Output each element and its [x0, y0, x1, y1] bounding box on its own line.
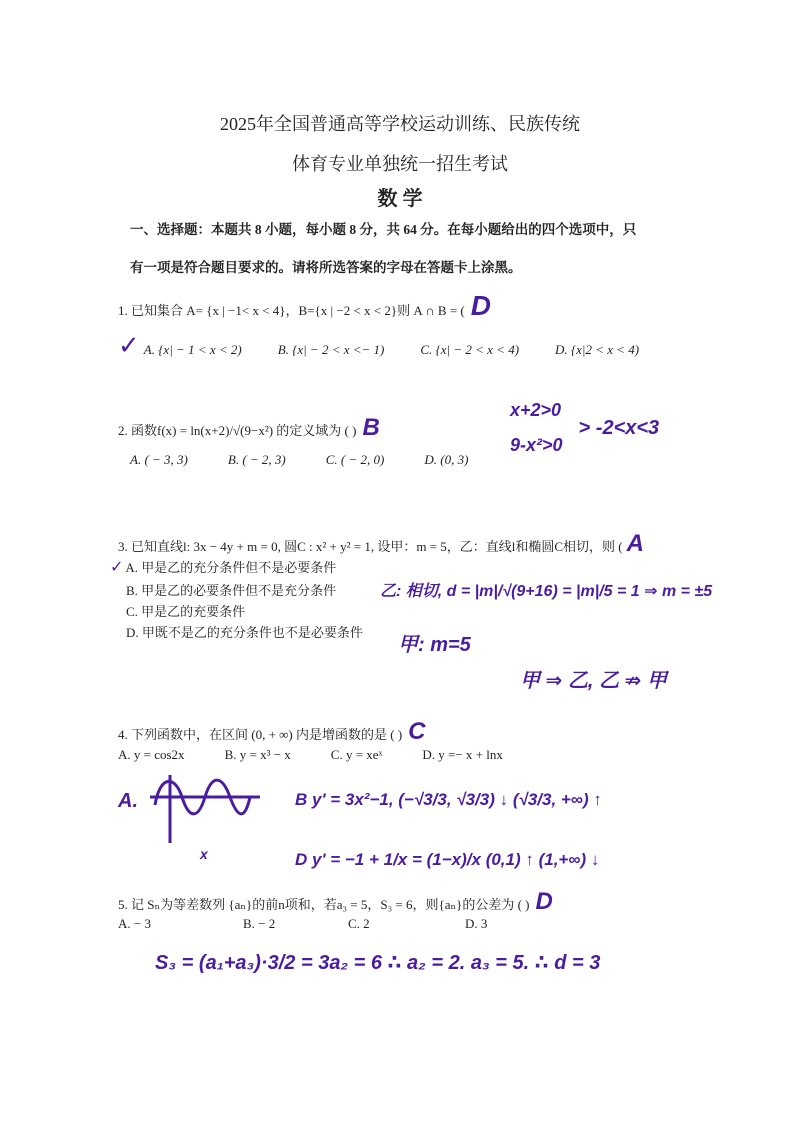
q2-work-line-1: x+2>0	[510, 400, 562, 420]
section-intro-2: 有一项是符合题目要求的。请将所选答案的字母在答题卡上涂黑。	[130, 260, 522, 275]
title-line-1: 2025年全国普通高等学校运动训练、民族传统	[220, 114, 580, 134]
question-3-stem: 3. 已知直线l: 3x − 4y + m = 0, 圆C : x² + y² = 1, 设甲：m = 5，乙：直线l和椭圆C相切，则 (	[118, 539, 623, 554]
question-5-option-a: A. − 3	[118, 916, 151, 931]
question-1-options	[118, 330, 639, 361]
question-3-option-d: D. 甲既不是乙的充分条件也不是必要条件	[126, 625, 363, 640]
q4-work-a-label: A.	[118, 790, 138, 812]
question-1-stem: 1. 已知集合 A= {x | −1< x < 4}，B={x | −2 < x < 2}则 A ∩ B = (	[118, 303, 465, 318]
question-2-option-a: A. ( − 3, 3)	[130, 452, 188, 467]
q4-cosine-sketch	[150, 775, 265, 845]
question-3-line	[118, 530, 644, 558]
question-2-line	[118, 414, 380, 442]
q3-check-mark-icon: ✓	[110, 559, 124, 576]
subject-title: 数 学	[377, 188, 423, 210]
question-2-option-b: B. ( − 2, 3)	[227, 452, 286, 467]
question-2-stem: 2. 函数f(x) = ln(x+2)/√(9−x²) 的定义域为 ( )	[118, 423, 357, 438]
question-4-option-c: C. y = xeˣ	[330, 747, 383, 762]
question-3-option-a-line	[110, 557, 336, 577]
question-5-option-b: B. − 2	[243, 916, 276, 931]
question-5-stem: 5. 记 Sₙ为等差数列 {aₙ}的前n项和，若a₃ = 5，S₃ = 6，则{aₙ}的公差为 ( )	[118, 897, 530, 912]
q2-work-line-2: 9-x²>0	[510, 435, 563, 455]
q5-handwritten-answer: D	[535, 888, 553, 915]
question-1-option-c: C. {x| − 2 < x < 4)	[420, 342, 520, 357]
question-3-option-a: A. 甲是乙的充分条件但不是必要条件	[125, 560, 337, 575]
q2-work-line-3: > -2<x<3	[578, 416, 660, 439]
question-5-option-c: C. 2	[348, 916, 370, 931]
question-1-option-d: D. {x|2 < x < 4)	[555, 342, 640, 357]
q4-handwritten-answer: C	[408, 718, 426, 745]
q1-check-mark-icon: ✓	[118, 330, 140, 360]
q3-work-line-1: 乙: 相切, d = |m|/√(9+16) = |m|/5 = 1 ⇒ m = ±5	[380, 583, 713, 600]
question-2-option-c: C. ( − 2, 0)	[325, 452, 385, 467]
q2-handwritten-answer: B	[362, 414, 380, 441]
q5-work: S₃ = (a₁+a₃)·3/2 = 3a₂ = 6 ∴ a₂ = 2. a₃ = 5. ∴ d = 3	[155, 952, 601, 974]
question-2-option-d: D. (0, 3)	[424, 452, 469, 467]
question-4-options	[118, 747, 503, 763]
question-3-option-c: C. 甲是乙的充要条件	[126, 604, 246, 619]
question-1-option-a: A. {x| − 1 < x < 2)	[143, 342, 242, 357]
q4-work-b: B y' = 3x²−1, (−√3/3, √3/3) ↓ (√3/3, +∞) ↑	[295, 790, 602, 809]
title-line-2: 体育专业单独统一招生考试	[292, 154, 508, 174]
question-4-option-b: B. y = x³ − x	[224, 747, 291, 762]
q2-work	[510, 400, 659, 456]
question-1-line	[118, 290, 491, 322]
question-5-options	[118, 916, 487, 932]
question-4-line	[118, 718, 426, 746]
q1-handwritten-answer: D	[470, 290, 492, 321]
question-4-option-d: D. y =− x + lnx	[422, 747, 503, 762]
q3-work-line-3: 甲 ⇒ 乙, 乙 ⇏ 甲	[520, 670, 667, 692]
question-5-option-d: D. 3	[465, 916, 488, 931]
question-2-options	[130, 452, 468, 468]
question-4-option-a: A. y = cos2x	[118, 747, 185, 762]
q4-work-a-mark: x	[200, 846, 208, 862]
question-4-stem: 4. 下列函数中，在区间 (0, + ∞) 内是增函数的是 ( )	[118, 727, 403, 742]
q3-handwritten-answer: A	[626, 530, 644, 557]
question-5-line	[118, 888, 553, 916]
question-3-option-b: B. 甲是乙的必要条件但不是充分条件	[126, 583, 337, 598]
question-1-option-b: B. {x| − 2 < x <− 1)	[277, 342, 385, 357]
q4-work-d: D y' = −1 + 1/x = (1−x)/x (0,1) ↑ (1,+∞) ↓	[295, 850, 600, 869]
section-intro-1: 一、选择题：本题共 8 小题，每小题 8 分，共 64 分。在每小题给出的四个选项中，只	[130, 222, 637, 237]
q3-work-line-2: 甲: m=5	[398, 634, 471, 656]
